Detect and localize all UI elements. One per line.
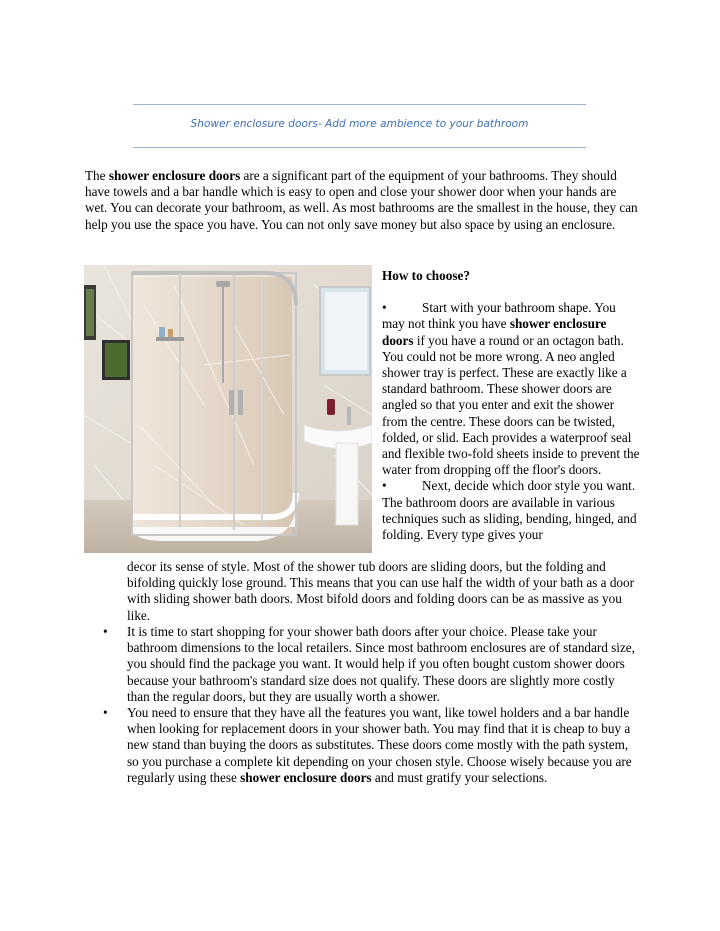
intro-keyword: shower enclosure doors <box>108 168 241 183</box>
section-heading: How to choose? <box>382 268 470 283</box>
list-item <box>103 624 640 705</box>
point2-continued: decor its sense of style. Most of the shower tub doors are sliding doors, but the folding and bifolding quickly lose ground. This means that you can use half the width of your bath as a door with sliding shower bath doors. Most bifold doors and folding doors can be as massive as you like. <box>127 559 635 623</box>
point3-text: It is time to start shopping for your shower bath doors after your choice. Please take your bathroom dimensions to the local retailers. Since most bathroom enclosures are of standard size, you should find the package you want. It would help if you often bought custom shower doors because your bathroom's standard size does not qualify. These doors are slightly more costly than the regular doors, but they are usually worth a shower. <box>127 624 635 704</box>
point2-text-start: Next, decide which door style you want. The bathroom doors are available in various techniques such as sliding, bending, hinged, and folding. Every type gives your <box>382 478 637 543</box>
intro-text-end: are a significant part of the equipment of your bathrooms. They should have towels and a bar handle which is easy to open and close your shower door when your hands are wet. You can decorate your bathroom, as well. As most bathrooms are the smallest in the house, they can help you use the space you have. You can not only save money but also space by using an enclosure. <box>85 168 638 232</box>
bullet: • <box>382 478 387 494</box>
intro-paragraph <box>85 168 640 233</box>
bullet: • <box>103 705 108 721</box>
list-item <box>103 705 640 786</box>
bullet-list <box>103 624 640 786</box>
bullet: • <box>103 624 108 639</box>
point1-text-end: if you have a round or an octagon bath. You could not be more wrong. A neo angled shower tray is perfect. These are exactly like a standard bathroom. These shower doors are angled so that you enter and exit the shower from the centre. These doors can be twisted, folded, or slid. Each provides a waterproof seal and flexible two-fold sheets inside to prevent the water from dropping off the floor's doors. <box>382 332 640 478</box>
point4-keyword: shower enclosure doors <box>240 769 372 785</box>
list-item <box>382 300 640 478</box>
list-item <box>382 478 640 543</box>
point4-text-end: and must gratify your selections. <box>371 769 548 785</box>
bottom-divider <box>133 147 586 148</box>
point1-text-start: Start with your bathroom shape. You may not think you have <box>382 300 616 332</box>
point1-keyword: shower enclosure doors <box>382 316 607 348</box>
bullet: • <box>382 300 387 316</box>
how-to-choose-section <box>382 268 640 543</box>
top-divider <box>133 104 586 105</box>
point4-text-start: You need to ensure that they have all the features you want, like towel holders and a bar handle when looking for replacement doors in your shower bath. You may find that it is cheap to buy a new stand than buying the doors as substitutes. These doors come mostly with the path system, so you purchase a complete kit depending on your chosen style. Choose wisely because you are regularly using these <box>127 705 632 785</box>
intro-text-start: The <box>85 168 109 183</box>
shower-enclosure-photo <box>84 265 372 553</box>
page-subtitle: Shower enclosure doors- Add more ambience to your bathroom <box>190 118 529 130</box>
